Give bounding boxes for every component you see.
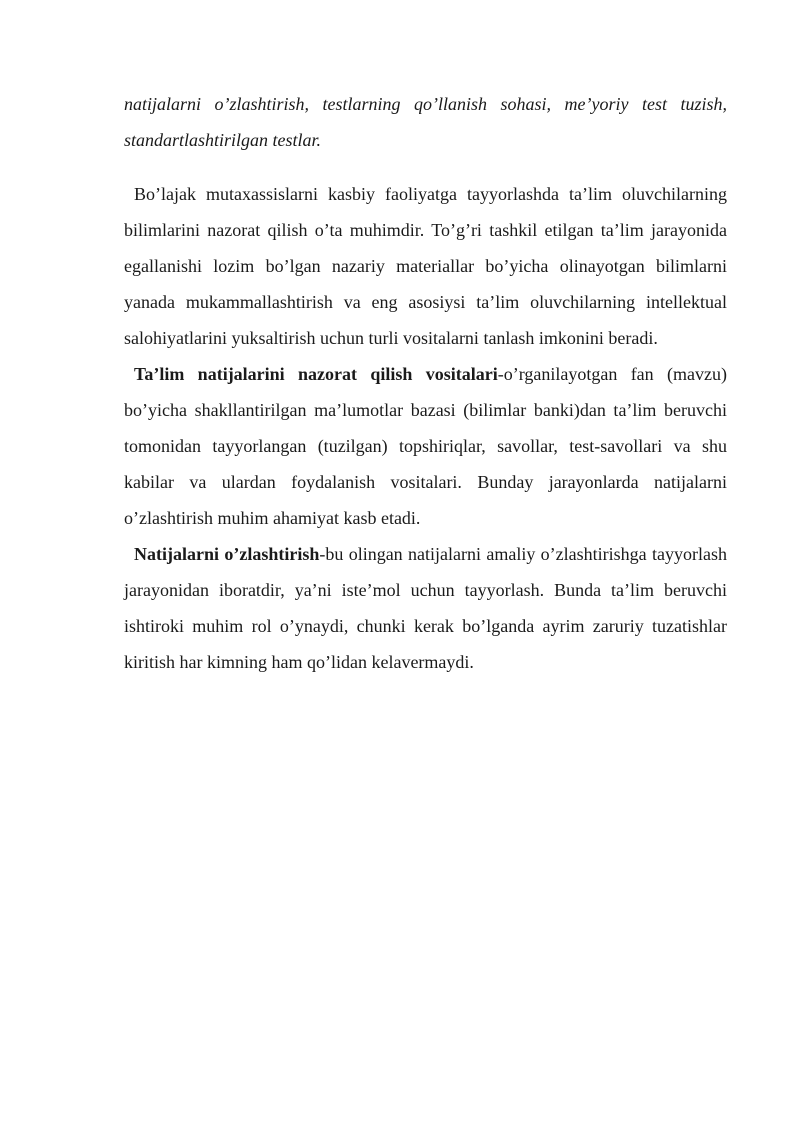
term-control-tools: Ta’lim natijalarini nazorat qilish vositalari (134, 364, 498, 384)
definition-control-tools: -o’rganilayotgan fan (mavzu) bo’yicha shakllantirilgan ma’lumotlar bazasi (bilimlar banki)dan ta’lim beruvchi tomonidan tayyorlangan (tuzilgan) topshiriqlar, savollar, test-savollari va shu kabilar va ulardan foydalanish vositalari. Bunday jarayonlarda natijalarni o’zlashtirish muhim ahamiyat kasb etadi. (124, 364, 727, 528)
definition-paragraph-control-tools (124, 356, 727, 536)
document-page (124, 86, 727, 680)
keywords-continuation: natijalarni o’zlashtirish, testlarning qo’llanish sohasi, me’yoriy test tuzish, standartlashtirilgan testlar. (124, 94, 727, 150)
intro-paragraph: Bo’lajak mutaxassislarni kasbiy faoliyatga tayyorlashda ta’lim oluvchilarning bilimlarini nazorat qilish o’ta muhimdir. To’g’ri tashkil etilgan ta’lim jarayonida egallanishi lozim bo’lgan nazariy materiallar bo’yicha olinayotgan bilimlarni yanada mukammallashtirish va eng asosiysi ta’lim oluvchilarning intellektual salohiyatlarini yuksaltirish uchun turli vositalarni tanlash imkonini beradi. (124, 184, 727, 348)
definition-paragraph-mastering (124, 536, 727, 680)
term-mastering: Natijalarni o’zlashtirish (134, 544, 320, 564)
definition-mastering: -bu olingan natijalarni amaliy o’zlashtirishga tayyorlash jarayonidan iboratdir, ya’ni iste’mol uchun tayyorlash. Bunda ta’lim beruvchi ishtiroki muhim rol o’ynaydi, chunki kerak bo’lganda ayrim zaruriy tuzatishlar kiritish har kimning ham qo’lidan kelavermaydi. (124, 544, 727, 672)
